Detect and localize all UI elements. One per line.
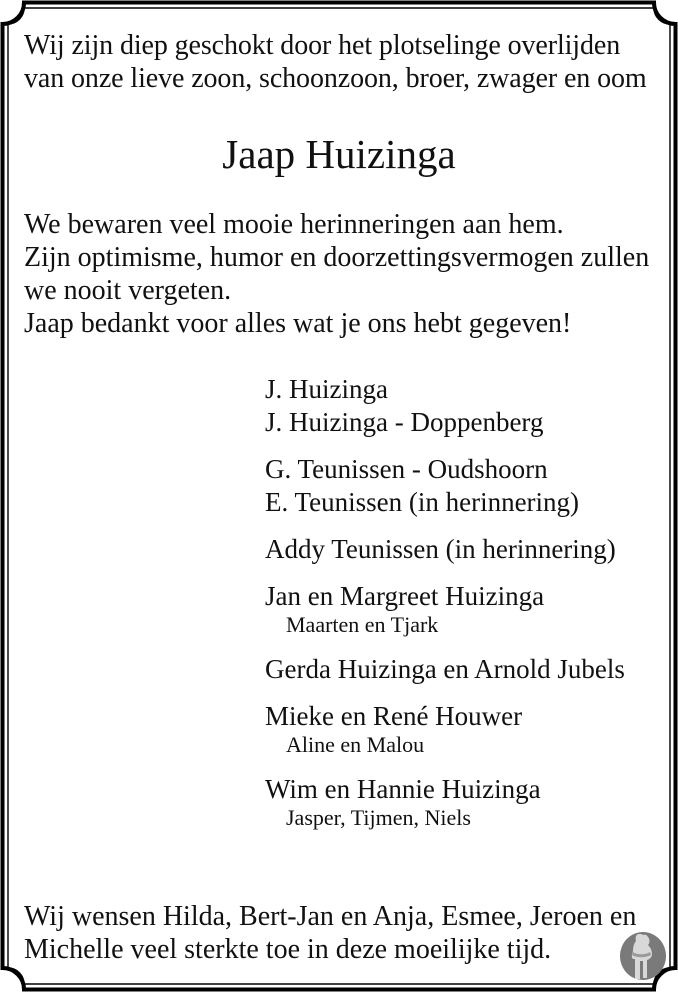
message-line: We bewaren veel mooie herinneringen aan hem. bbox=[24, 209, 564, 240]
signature-name: Wim en Hannie Huizinga bbox=[265, 774, 541, 804]
signature-name: E. Teunissen (in herinnering) bbox=[265, 487, 580, 517]
signatures-list bbox=[265, 373, 665, 846]
signature-group bbox=[265, 373, 665, 439]
signature-group bbox=[265, 700, 665, 759]
signature-group bbox=[265, 773, 665, 832]
intro-line: van onze lieve zoon, schoonzoon, broer, zwager en oom bbox=[24, 63, 647, 94]
signature-name: Jan en Margreet Huizinga bbox=[265, 581, 545, 611]
message-line: we nooit vergeten. bbox=[24, 275, 232, 306]
message-line: Zijn optimisme, humor en doorzettingsvermogen zullen bbox=[24, 242, 650, 273]
intro-line: Wij zijn diep geschokt door het plotselinge overlijden bbox=[24, 30, 621, 61]
memorial-message bbox=[24, 208, 664, 340]
signature-children: Maarten en Tjark bbox=[286, 612, 439, 637]
signature-children: Aline en Malou bbox=[286, 732, 425, 757]
signature-name: J. Huizinga bbox=[265, 374, 388, 404]
signature-children: Jasper, Tijmen, Niels bbox=[286, 805, 471, 830]
closing-line: Wij wensen Hilda, Bert-Jan en Anja, Esmee, Jeroen en bbox=[24, 901, 637, 932]
message-line: Jaap bedankt voor alles wat je ons hebt gegeven! bbox=[24, 308, 572, 339]
signature-name: Gerda Huizinga en Arnold Jubels bbox=[265, 654, 625, 684]
signature-group bbox=[265, 580, 665, 639]
signature-group bbox=[265, 533, 665, 566]
signature-name: G. Teunissen - Oudshoorn bbox=[265, 454, 548, 484]
signature-name: Mieke en René Houwer bbox=[265, 701, 523, 731]
closing-text bbox=[24, 900, 664, 966]
intro-text bbox=[24, 29, 664, 95]
deceased-name: Jaap Huizinga bbox=[222, 131, 456, 177]
signature-group bbox=[265, 653, 665, 686]
embracing-figures-icon bbox=[619, 930, 667, 982]
signature-group bbox=[265, 453, 665, 519]
closing-line: Michelle veel sterkte toe in deze moeilijke tijd. bbox=[24, 934, 552, 965]
signature-name: Addy Teunissen (in herinnering) bbox=[265, 534, 616, 564]
signature-name: J. Huizinga - Doppenberg bbox=[265, 407, 544, 437]
